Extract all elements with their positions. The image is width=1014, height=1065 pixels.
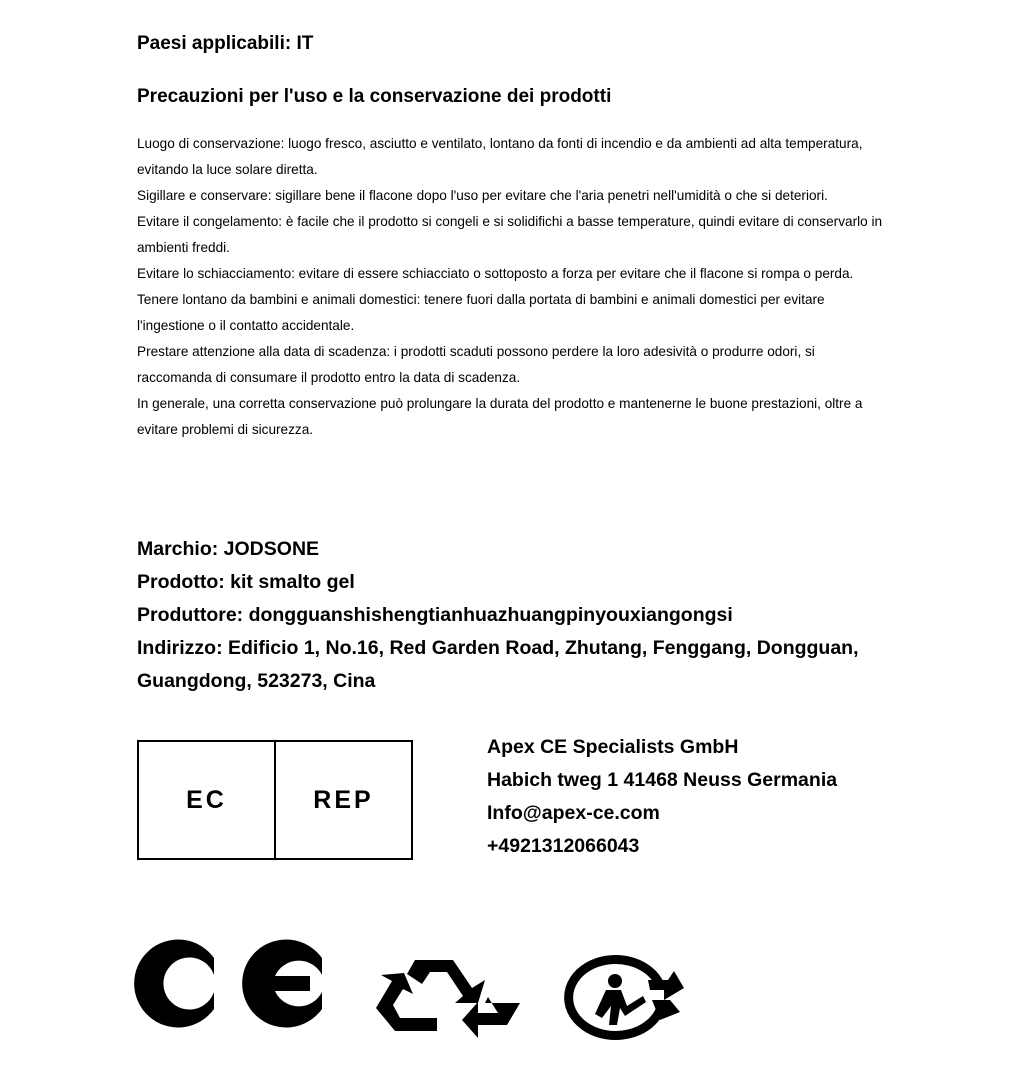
precaution-children-pets: Tenere lontano da bambini e animali domestici: tenere fuori dalla portata di bambini e animali domestici per evitare l'ingestione o il contatto accidentale. bbox=[137, 292, 825, 333]
address-line: Indirizzo: Edificio 1, No.16, Red Garden Road, Zhutang, Fenggang, Dongguan, Guangdong, 523273, Cina bbox=[137, 637, 859, 692]
section-title: Precauzioni per l'uso e la conservazione dei prodotti bbox=[137, 86, 612, 107]
rep-address: Habich tweg 1 41468 Neuss Germania bbox=[487, 769, 838, 791]
product-line: Prodotto: kit smalto gel bbox=[137, 571, 355, 593]
precaution-seal: Sigillare e conservare: sigillare bene il flacone dopo l'uso per evitare che l'aria penetri nell'umidità o che si deteriori. bbox=[137, 188, 828, 203]
precaution-crushing: Evitare lo schiacciamento: evitare di essere schiacciato o sottoposto a forza per evitare che il flacone si rompa o perda. bbox=[137, 266, 854, 281]
rep-email: Info@apex-ce.com bbox=[487, 802, 660, 824]
triman-icon bbox=[569, 960, 684, 1036]
rep-label: REP bbox=[313, 785, 374, 814]
precaution-storage-place: Luogo di conservazione: luogo fresco, asciutto e ventilato, lontano da fonti di incendio e da ambienti ad alta temperatura, evitando la luce solare diretta. bbox=[137, 136, 863, 177]
rep-company: Apex CE Specialists GmbH bbox=[487, 736, 739, 758]
brand-line: Marchio: JODSONE bbox=[137, 538, 320, 560]
manufacturer-line: Produttore: dongguanshishengtianhuazhuangpinyouxiangongsi bbox=[137, 604, 733, 626]
precaution-general: In generale, una corretta conservazione può prolungare la durata del prodotto e mantenerne le buone prestazioni, oltre a evitare problemi di sicurezza. bbox=[137, 396, 863, 437]
applicable-countries: Paesi applicabili: IT bbox=[137, 33, 314, 54]
precaution-expiry: Prestare attenzione alla data di scadenza: i prodotti scaduti possono perdere la loro adesività o produrre odori, si raccomanda di consumare il prodotto entro la data di scadenza. bbox=[137, 344, 815, 385]
rep-phone: +4921312066043 bbox=[487, 835, 640, 857]
ec-label: EC bbox=[139, 742, 276, 858]
precaution-freezing: Evitare il congelamento: è facile che il prodotto si congeli e si solidifichi a basse temperature, quindi evitare di conservarlo in ambienti freddi. bbox=[137, 214, 883, 255]
recycle-icon bbox=[376, 960, 520, 1038]
ce-mark-icon bbox=[134, 939, 322, 1027]
